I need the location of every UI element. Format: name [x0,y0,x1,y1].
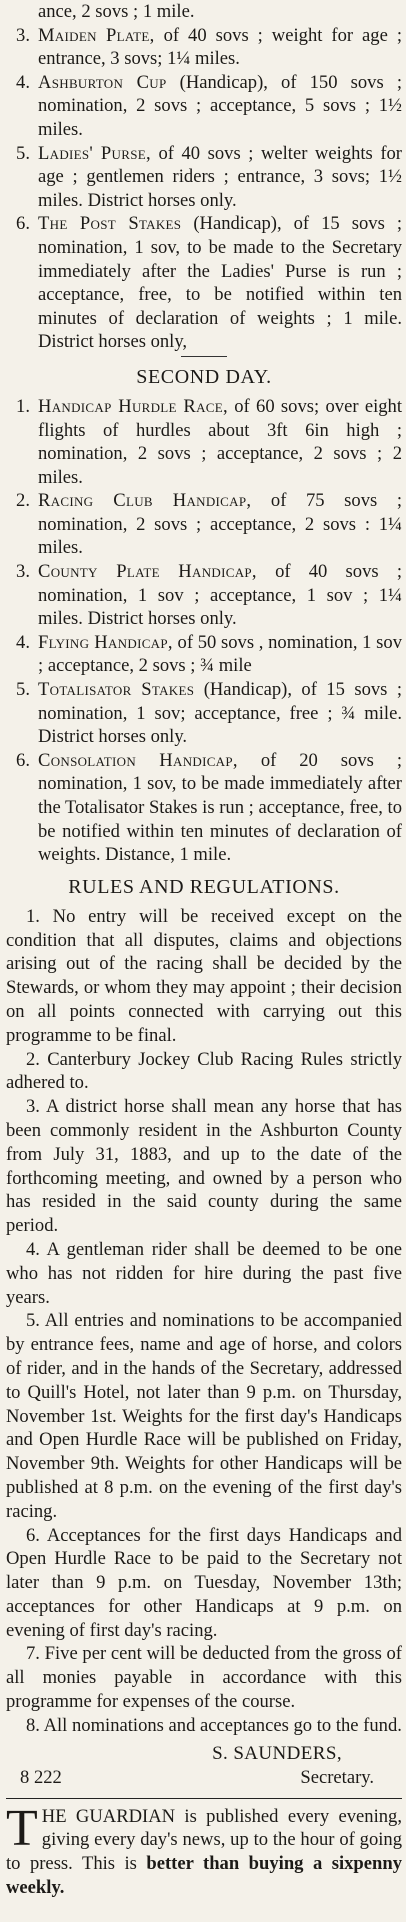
signature-title: Secretary. [300,1766,374,1788]
rule-paragraph: 4. A gentleman rider shall be deemed to be one who has not ridden for hire during the past five years. [6,1238,402,1308]
race-entry: 5. Totalisator Stakes (Handicap), of 15 sovs ; nomination, 1 sov; acceptance, free ; ¾ mile. District horses only. [16,679,402,748]
column-divider [6,1798,402,1799]
rules-heading: RULES AND REGULATIONS. [68,875,340,898]
rule-paragraph: 5. All entries and nominations to be accompanied by entrance fees, name and age of horse, and colors of rider, and in the hands of the Secretary, addressed to Quill's Hotel, not later than 9 p.m. on Thursday, November 1st. Weights for the first day's Handicaps and Open Hurdle Race will be published on Friday, November 9th. Weights for other Handicaps will be published at 8 p.m. on the evening of the first day's racing. [6,1310,402,1522]
first-day-race-list [6,0,402,354]
rule-paragraph: 7. Five per cent will be deducted from the gross of all monies payable in accordance with this programme for expenses of the course. [6,1643,402,1713]
race-entry: ance, 2 sovs ; 1 mile. [38,1,195,22]
rule-paragraph: 1. No entry will be received except on the condition that all disputes, claims and objections arising out of the racing shall be decided by the Stewards, or whom they may appoint ; their decision on all points connected with carrying out this programme to be final. [6,905,402,1046]
signature-name: S. SAUNDERS, [212,1742,342,1764]
advert-reference: 8 222 [20,1766,62,1788]
race-entry: 3. Maiden Plate, of 40 sovs ; weight for age ; entrance, 3 sovs; 1¼ miles. [16,24,402,70]
race-entry: 4. Flying Handicap, of 50 sovs , nomination, 1 sov ; acceptance, 2 sovs ; ¾ mile [16,631,402,677]
guardian-notice [6,1799,402,1900]
rules-list [6,905,402,1738]
race-entry: 1. Handicap Hurdle Race, of 60 sovs; over eight flights of hurdles about 3ft 6in high ; nomination, 2 sovs ; acceptance, 2 sovs ; 2 miles. [16,395,402,488]
rule-paragraph: 2. Canterbury Jockey Club Racing Rules strictly adhered to. [6,1048,402,1094]
race-entry: 2. Racing Club Handicap, of 75 sovs ; nomination, 2 sovs ; acceptance, 2 sovs : 1¼ miles. [16,490,402,559]
guardian-bold-text: better than buying a sixpenny weekly. [6,1853,402,1899]
guardian-text: HE GUARDIAN is published every evening, giving every day's news, up to the hour of going to press. This is [6,1805,402,1875]
drop-cap: T [6,1799,38,1857]
second-day-heading: SECOND DAY. [136,365,272,388]
signature-row [6,1766,402,1790]
race-entry: 4. Ashburton Cup (Handicap), of 150 sovs ; nomination, 2 sovs ; acceptance, 5 sovs ; 1½ miles. [16,71,402,140]
race-entry: 3. County Plate Handicap, of 40 sovs ; nomination, 1 sov ; acceptance, 1 sov ; 1¼ miles. District horses only. [16,561,402,630]
rule-paragraph: 8. All nominations and acceptances go to the fund. [26,1714,402,1736]
race-entry: 6. The Post Stakes (Handicap), of 15 sovs ; nomination, 1 sov, to be made to the Secretary immediately after the Ladies' Purse is run ; acceptance, free, to be notified within ten minutes of declaration of weights ; 1 mile. District horses only, [16,213,402,353]
rule-paragraph: 3. A district horse shall mean any horse that has been commonly resident in the Ashburton County from July 31, 1883, and up to the date of the forthcoming meeting, and owned by a person who has resided in the said county during the same period. [6,1096,402,1237]
rule-paragraph: 6. Acceptances for the first days Handicaps and Open Hurdle Race to be paid to the Secretary not later than 9 p.m. on Tuesday, November 13th; acceptances for other Handicaps at 9 p.m. on evening of first day's racing. [6,1524,402,1641]
second-day-race-list [6,395,402,867]
section-rule [181,356,227,357]
race-entry: 5. Ladies' Purse, of 40 sovs ; welter weights for age ; gentlemen riders ; entrance, 3 sovs; 1½ miles. District horses only. [16,142,402,211]
race-entry: 6. Consolation Handicap, of 20 sovs ; nomination, 1 sov, to be made immediately after the Totalisator Stakes is run ; acceptance, free, to be notified within ten minutes of declaration of weights. Distance, 1 mile. [16,749,402,866]
